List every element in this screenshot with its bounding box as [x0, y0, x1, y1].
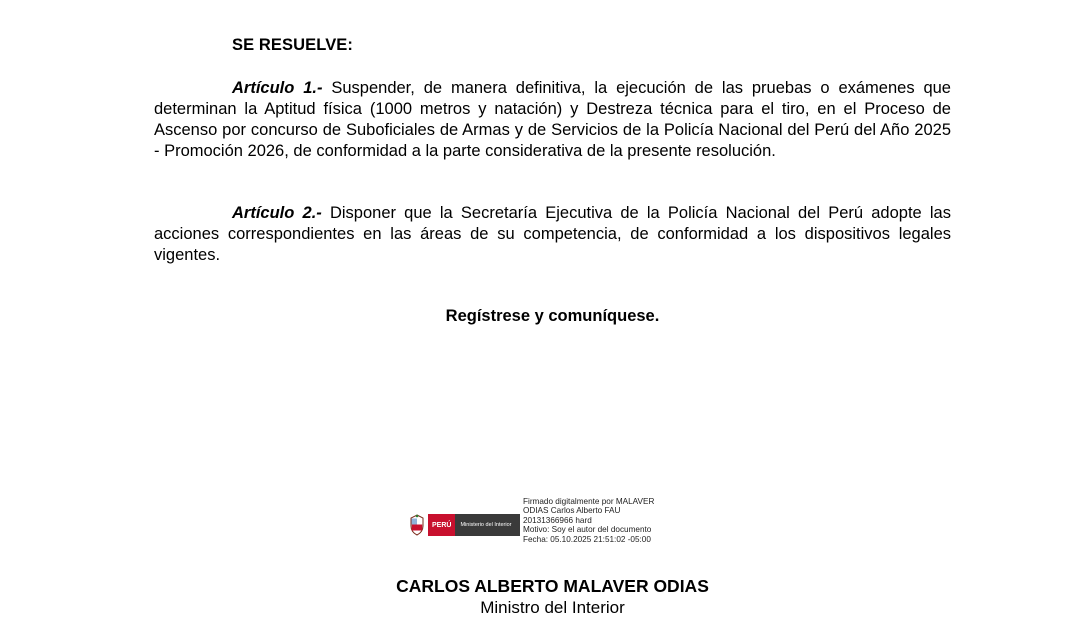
- signature-line: Motivo: Soy el autor del documento: [523, 525, 652, 535]
- signer-name: CARLOS ALBERTO MALAVER ODIAS: [396, 576, 709, 596]
- ministry-logo: [409, 514, 520, 536]
- article-2: [154, 203, 951, 266]
- article-2-text: Disponer que la Secretaría Ejecutiva de la Policía Nacional del Perú adopte las acciones correspondientes en las áreas de su competencia, de conformidad a los dispositivos legales vigentes.: [154, 204, 951, 264]
- signature-line: Firmado digitalmente por MALAVER: [523, 497, 655, 506]
- signer-title: Ministro del Interior: [480, 598, 625, 617]
- article-1-text: Suspender, de manera definitiva, la ejecución de las pruebas o exámenes que determinan la Aptitud física (1000 metros y natación) y Destreza técnica para el tiro, en el Proceso de Ascenso por concurso de Suboficiales de Armas y de Servicios de la Policía Nacional del Perú del Año 2025 - Promoción 2026, de conformidad a la parte considerativa de la presente resolución.: [154, 79, 951, 160]
- article-2-label: Artículo 2.-: [232, 204, 322, 222]
- signature-line: ODIAS Carlos Alberto FAU: [523, 506, 621, 516]
- coat-of-arms-icon: [409, 514, 425, 536]
- signature-line: 20131366966 hard: [523, 515, 592, 525]
- signature-line: Fecha: 05.10.2025 21:51:02 -05:00: [523, 534, 651, 544]
- logo-ministry: Ministerio del Interior: [455, 514, 519, 536]
- digital-signature-info: [523, 497, 654, 544]
- article-1-label: Artículo 1.-: [232, 79, 323, 97]
- closing-formula: Regístrese y comuníquese.: [445, 307, 660, 325]
- article-1: [154, 78, 951, 162]
- logo-country: PERÚ: [428, 514, 455, 536]
- resolution-heading: SE RESUELVE:: [232, 36, 354, 54]
